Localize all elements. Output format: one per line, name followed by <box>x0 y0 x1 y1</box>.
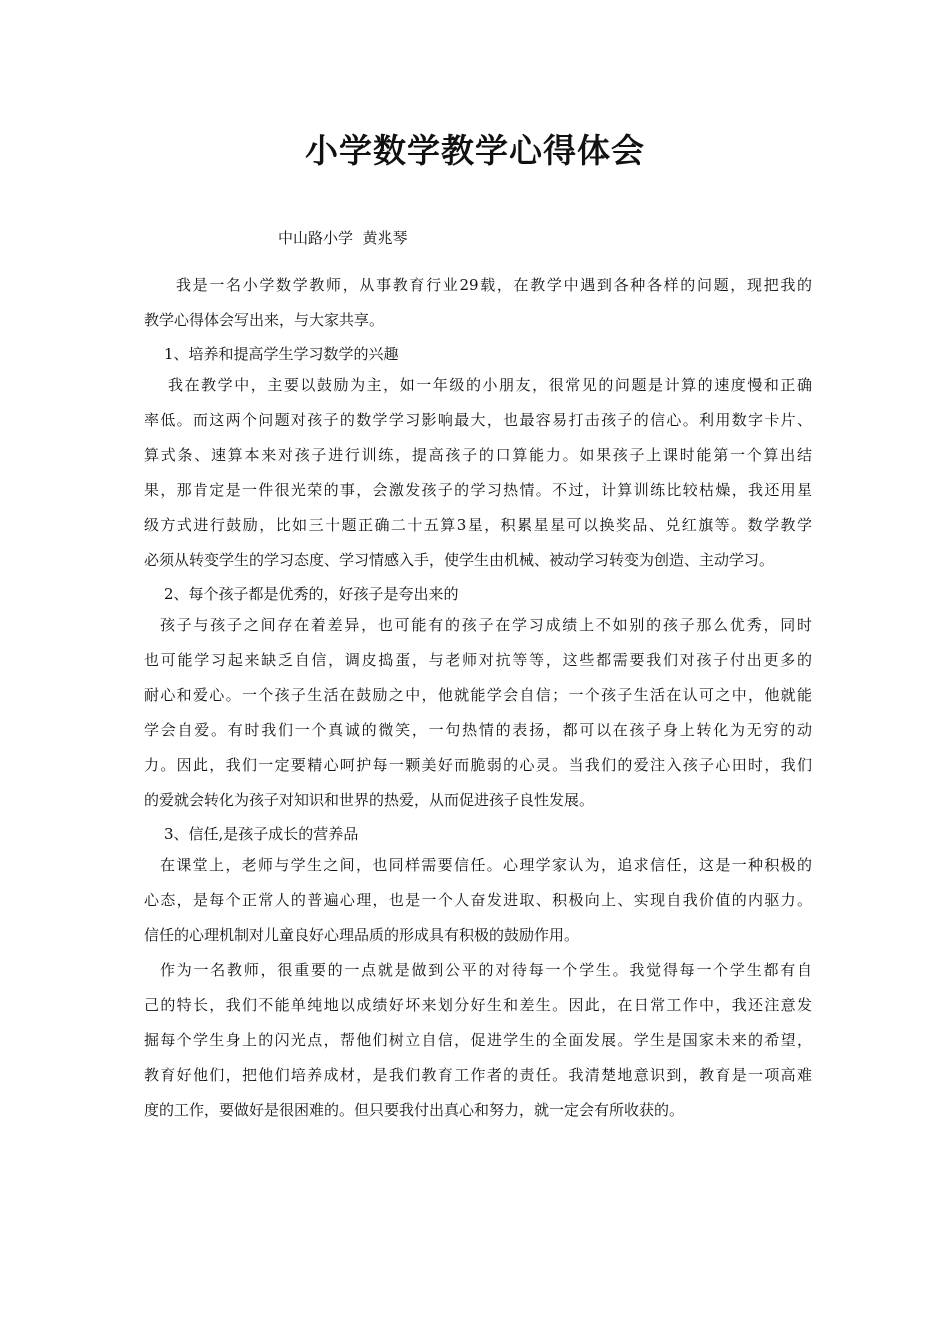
paragraph-line: 心态，是每个正常人的普遍心理，也是一个人奋发进取、积极向上、实现自我价值的内驱力。 <box>144 891 812 909</box>
paragraph-line: 耐心和爱心。一个孩子生活在鼓励之中，他就能学会自信；一个孩子生活在认可之中，他就能 <box>144 686 812 704</box>
section-heading-3: 3、信任,是孩子成长的营养品 <box>164 825 359 843</box>
document-body <box>144 273 812 1133</box>
paragraph-line: 作为一名教师，很重要的一点就是做到公平的对待每一个学生。我觉得每一个学生都有自 <box>160 961 812 979</box>
paragraph-line: 己的特长，我们不能单纯地以成绩好坏来划分好生和差生。因此，在日常工作中，我还注意发 <box>144 996 812 1014</box>
paragraph-line: 在课堂上，老师与学生之间，也同样需要信任。心理学家认为，追求信任，这是一种积极的 <box>160 856 812 874</box>
section-1-paragraph <box>144 373 812 583</box>
paragraph-line: 学会自爱。有时我们一个真诚的微笑，一句热情的表扬，都可以在孩子身上转化为无穷的动 <box>144 721 812 739</box>
paragraph-line: 度的工作，要做好是很困难的。但只要我付出真心和努力，就一定会有所收获的。 <box>144 1101 685 1119</box>
author-line: 中山路小学 黄兆琴 <box>278 229 408 247</box>
section-heading-2: 2、每个孩子都是优秀的，好孩子是夸出来的 <box>164 585 459 603</box>
paragraph-line: 的爱就会转化为孩子对知识和世界的热爱，从而促进孩子良性发展。 <box>144 791 595 809</box>
paragraph-line: 教学心得体会写出来，与大家共享。 <box>144 311 385 329</box>
paragraph-line: 掘每个学生身上的闪光点，帮他们树立自信，促进学生的全面发展。学生是国家未来的希望， <box>144 1031 812 1049</box>
paragraph-line: 也可能学习起来缺乏自信，调皮捣蛋，与老师对抗等等，这些都需要我们对孩子付出更多的 <box>144 651 812 669</box>
paragraph-line: 必须从转变学生的学习态度、学习情感入手，使学生由机械、被动学习转变为创造、主动学习。 <box>144 551 775 569</box>
intro-paragraph <box>144 273 812 343</box>
paragraph-line: 果，那肯定是一件很光荣的事，会激发孩子的学习热情。不过，计算训练比较枯燥，我还用星 <box>144 481 812 499</box>
paragraph-line: 力。因此，我们一定要精心呵护每一颗美好而脆弱的心灵。当我们的爱注入孩子心田时，我们 <box>144 756 812 774</box>
section-2-paragraph <box>144 613 812 823</box>
document-title: 小学数学教学心得体会 <box>305 131 645 170</box>
paragraph-line: 我是一名小学数学教师，从事教育行业29载，在教学中遇到各种各样的问题，现把我的 <box>176 276 812 294</box>
section-3-paragraph <box>144 853 812 958</box>
section-heading-1: 1、培养和提高学生学习数学的兴趣 <box>164 345 399 363</box>
paragraph-line: 信任的心理机制对儿童良好心理品质的形成具有积极的鼓励作用。 <box>144 926 580 944</box>
section-3-paragraph-2 <box>144 958 812 1133</box>
paragraph-line: 教育好他们，把他们培养成材，是我们教育工作者的责任。我清楚地意识到，教育是一项高难 <box>144 1066 812 1084</box>
paragraph-line: 率低。而这两个问题对孩子的数学学习影响最大，也最容易打击孩子的信心。利用数字卡片、 <box>144 411 812 429</box>
paragraph-line: 算式条、速算本来对孩子进行训练，提高孩子的口算能力。如果孩子上课时能第一个算出结 <box>144 446 812 464</box>
paragraph-line: 孩子与孩子之间存在着差异，也可能有的孩子在学习成绩上不如别的孩子那么优秀，同时 <box>160 616 812 634</box>
paragraph-line: 我在教学中，主要以鼓励为主，如一年级的小朋友，很常见的问题是计算的速度慢和正确 <box>168 376 812 394</box>
paragraph-line: 级方式进行鼓励，比如三十题正确二十五算3星，积累星星可以换奖品、兑红旗等。数学教学 <box>144 516 812 534</box>
